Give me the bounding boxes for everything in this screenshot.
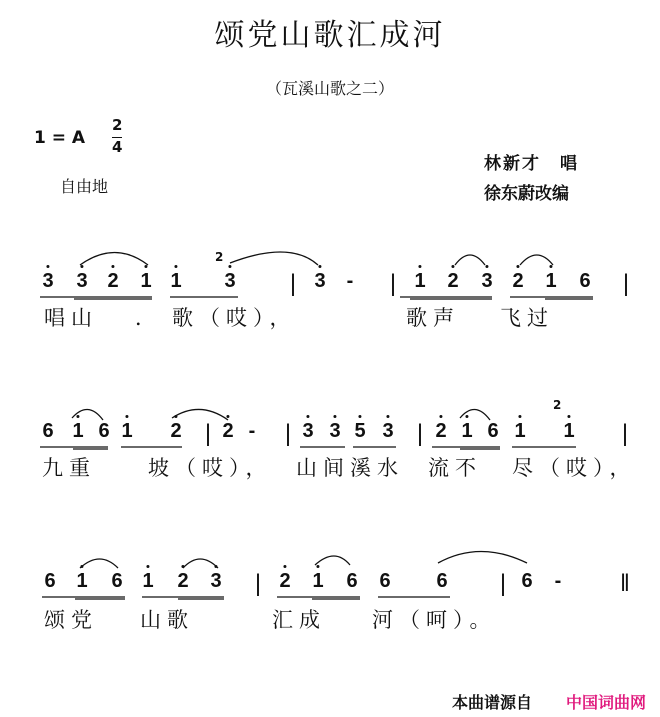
- singer-credit: 林新才 唱: [484, 154, 579, 174]
- note-digit: 6: [98, 420, 110, 442]
- note-digit: 2: [447, 270, 459, 292]
- lyric: 歌声: [406, 306, 460, 330]
- note-digit: 3: [329, 420, 341, 442]
- note-digit: |: [254, 570, 262, 597]
- note-digit: 5: [354, 420, 366, 442]
- lyric: 颂党: [44, 608, 98, 632]
- lyric: 流不: [428, 456, 482, 480]
- note-digit: 6: [579, 270, 591, 292]
- lyric: 歌（哎），: [172, 306, 297, 330]
- note-digit: 3: [314, 270, 326, 292]
- note-digit: 2: [170, 420, 182, 442]
- note-digit: 1: [72, 420, 84, 442]
- grace-note: 2: [553, 398, 562, 412]
- note-digit: 6: [521, 570, 533, 592]
- time-signature-bottom: 4: [112, 138, 123, 156]
- note-digit: |: [622, 270, 630, 297]
- note-digit: 1: [414, 270, 426, 292]
- arranger-credit: 徐东蔚改编: [484, 184, 569, 204]
- note-digit: 1: [140, 270, 152, 292]
- note-digit: 1: [142, 570, 154, 592]
- note-digit: |: [389, 270, 397, 297]
- note-digit: 1: [514, 420, 526, 442]
- lyric: 山间溪水: [296, 456, 404, 480]
- lyric: 九重: [42, 456, 96, 480]
- note-digit: 1: [545, 270, 557, 292]
- note-digit: 3: [210, 570, 222, 592]
- key-signature: 1 = A: [34, 128, 86, 148]
- note-digit: 2: [177, 570, 189, 592]
- note-digit: |: [289, 270, 297, 297]
- note-digit: 6: [42, 420, 54, 442]
- note-digit: -: [346, 270, 354, 292]
- note-digit: ‖: [620, 570, 630, 597]
- note-digit: 6: [436, 570, 448, 592]
- note-digit: 1: [170, 270, 182, 292]
- note-digit: -: [554, 570, 562, 592]
- lyric: ．: [135, 306, 162, 330]
- note-digit: -: [248, 420, 256, 442]
- lyric: 河（呵）。: [372, 608, 497, 632]
- note-digit: 1: [461, 420, 473, 442]
- note-digit: 1: [312, 570, 324, 592]
- note-digit: 1: [563, 420, 575, 442]
- note-digit: 6: [111, 570, 123, 592]
- note-digit: 3: [224, 270, 236, 292]
- site-name[interactable]: 中国词曲网: [566, 693, 647, 712]
- note-digit: 3: [481, 270, 493, 292]
- note-digit: 2: [107, 270, 119, 292]
- lyric: 山歌: [140, 608, 194, 632]
- note-digit: 1: [76, 570, 88, 592]
- grace-note: 2: [215, 250, 224, 264]
- lyric: 飞过: [500, 306, 554, 330]
- note-digit: 3: [382, 420, 394, 442]
- note-digit: 3: [76, 270, 88, 292]
- note-digit: 2: [222, 420, 234, 442]
- note-digit: |: [204, 420, 212, 447]
- note-digit: 2: [512, 270, 524, 292]
- note-digit: 3: [302, 420, 314, 442]
- note-digit: 2: [279, 570, 291, 592]
- note-digit: 6: [487, 420, 499, 442]
- lyric: 尽（哎），: [512, 456, 637, 480]
- note-digit: |: [284, 420, 292, 447]
- lyric: 汇成: [272, 608, 326, 632]
- note-digit: |: [499, 570, 507, 597]
- note-digit: 2: [435, 420, 447, 442]
- note-digit: 6: [379, 570, 391, 592]
- note-digit: |: [416, 420, 424, 447]
- time-signature-top: 2: [112, 116, 123, 134]
- lyric: 坡（哎），: [148, 456, 273, 480]
- song-title: 颂党山歌汇成河: [214, 18, 446, 53]
- subtitle: （瓦溪山歌之二）: [265, 79, 394, 98]
- note-digit: 6: [44, 570, 56, 592]
- source-note: 本曲谱源自: [452, 693, 533, 712]
- note-digit: 1: [121, 420, 133, 442]
- note-digit: 3: [42, 270, 54, 292]
- note-digit: |: [621, 420, 629, 447]
- lyric: 唱山: [44, 306, 98, 330]
- tempo-marking: 自由地: [60, 177, 109, 196]
- note-digit: 6: [346, 570, 358, 592]
